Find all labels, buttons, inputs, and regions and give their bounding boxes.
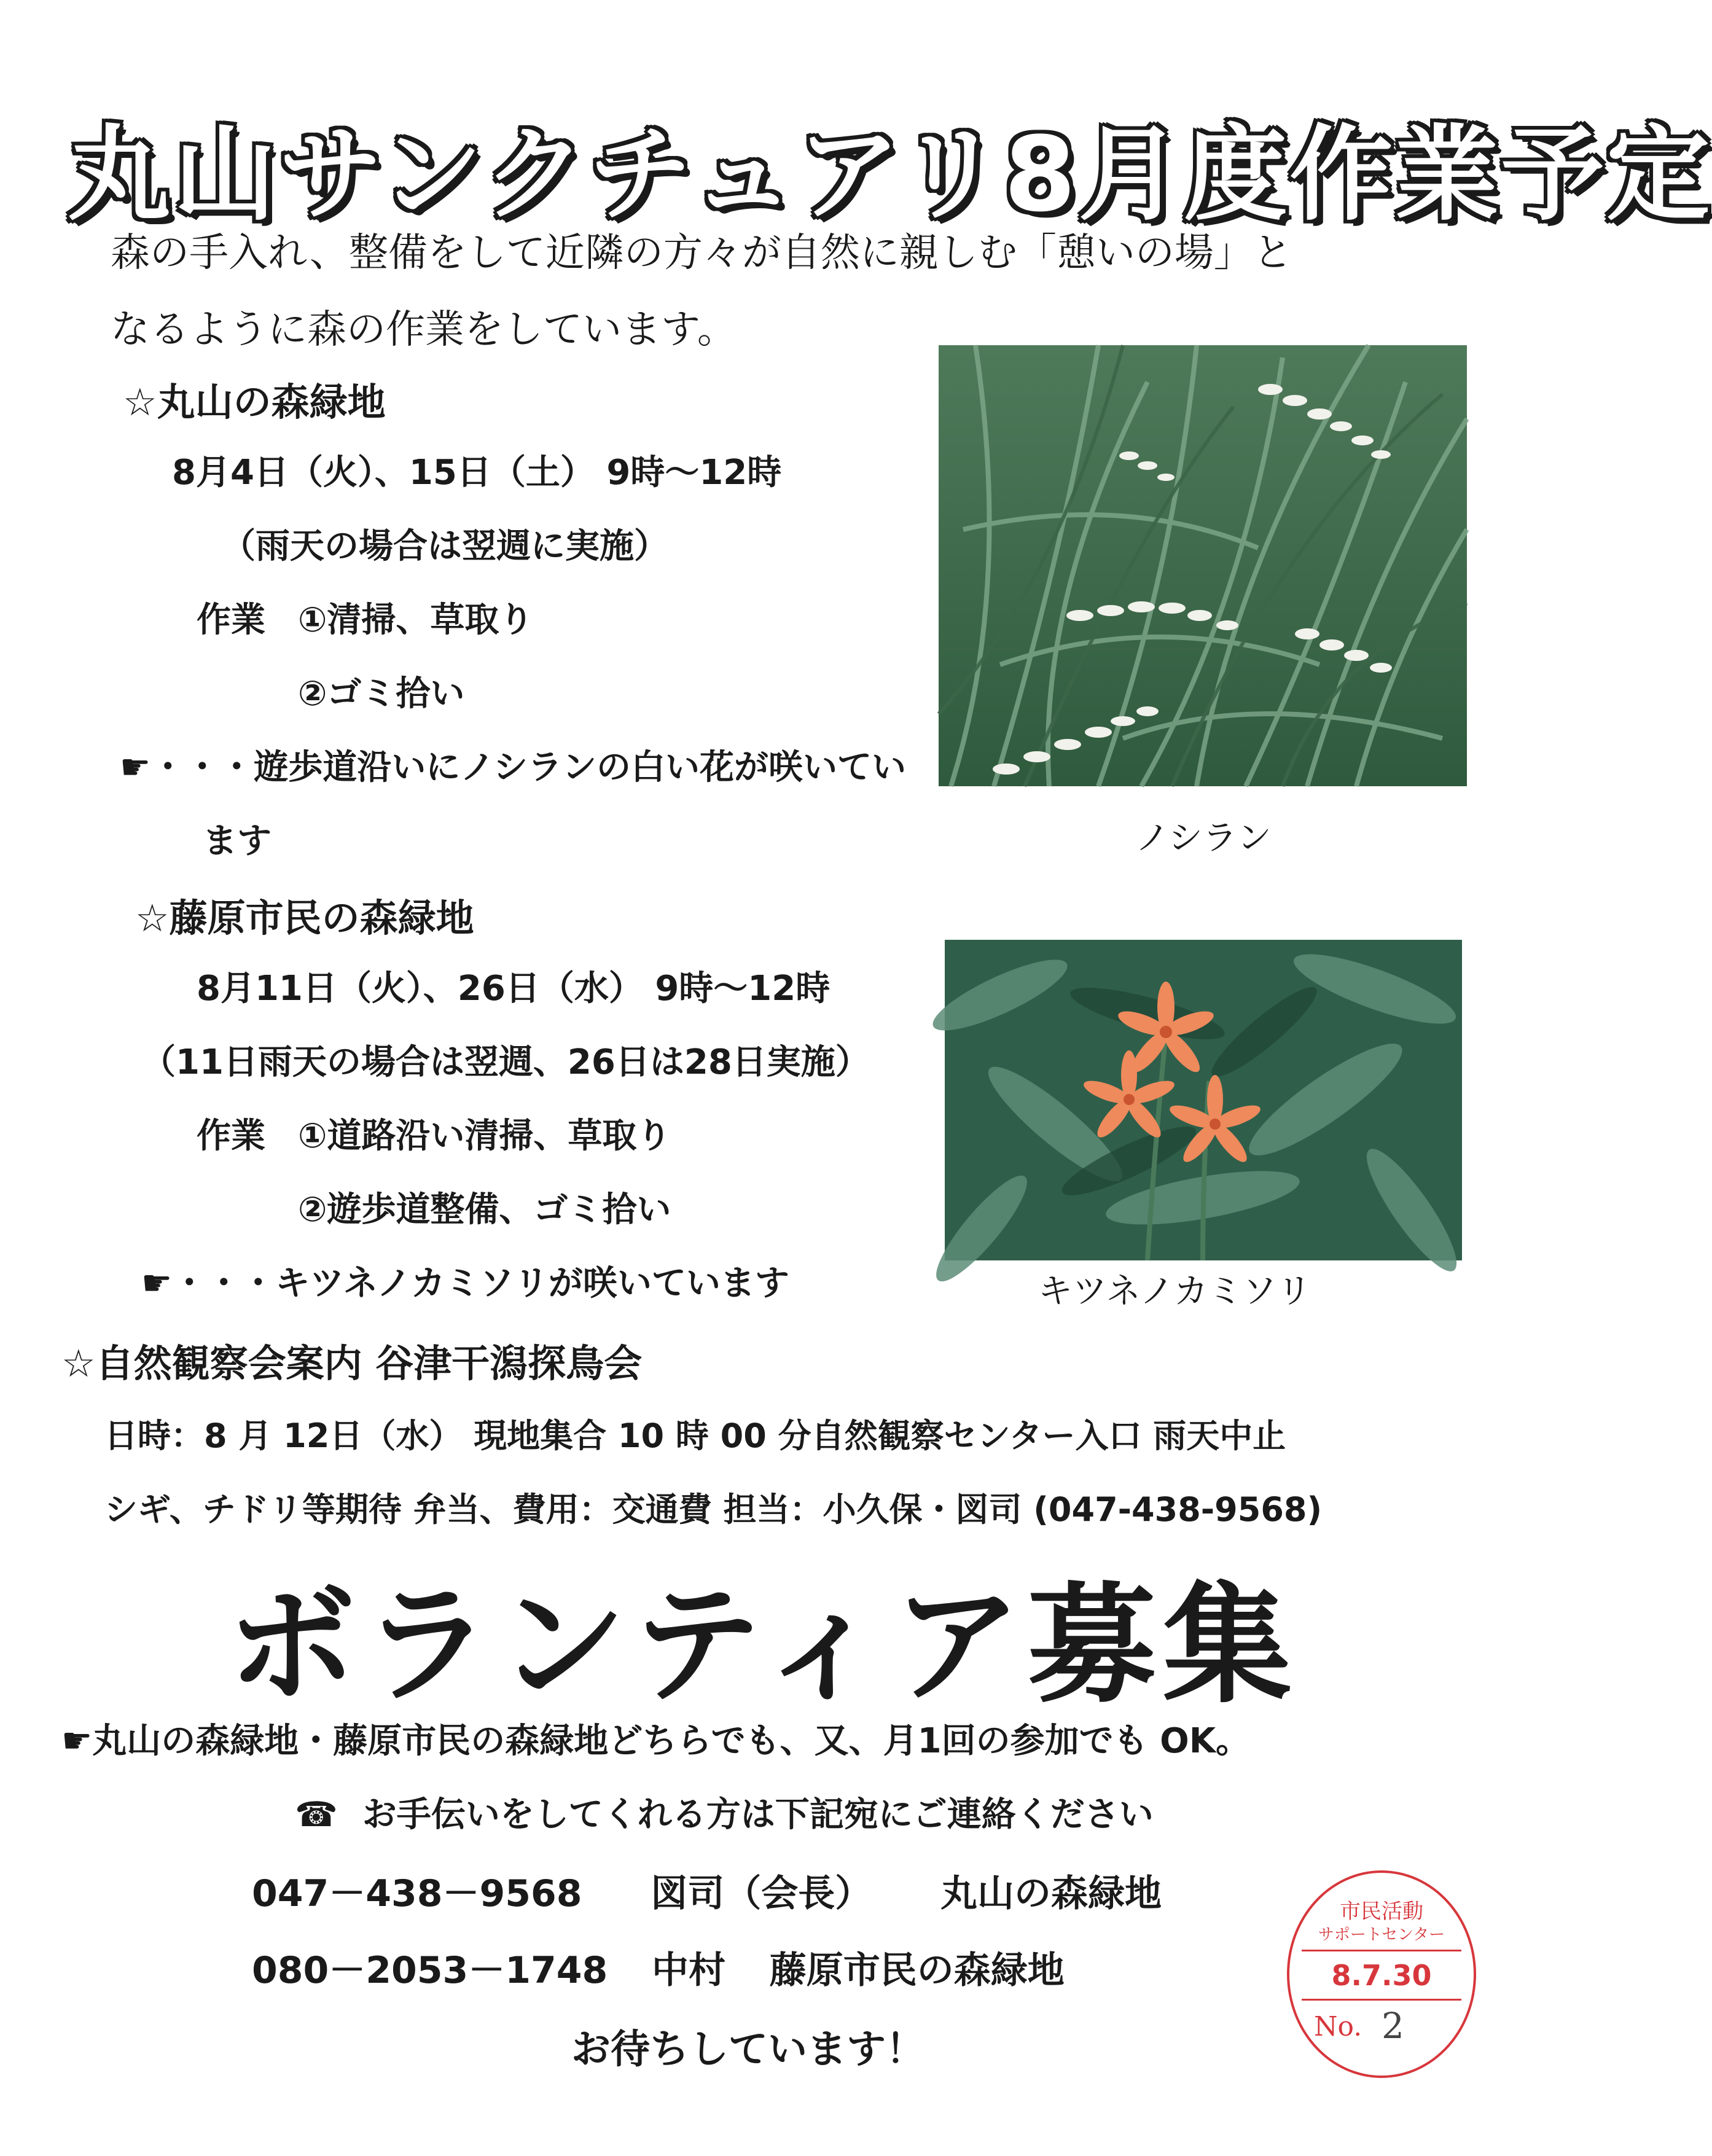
contact-phone: 047－438－9568: [252, 1872, 582, 1915]
maruyama-rain-note: （雨天の場合は翌週に実施）: [221, 526, 668, 566]
observation-line-2: シギ、チドリ等期待 弁当、費用：交通費 担当：小久保・図司 (047-438-9568): [104, 1490, 1323, 1529]
pointing-hand-icon: ☛: [141, 1264, 173, 1303]
pointing-hand-icon: ☛: [120, 748, 151, 787]
maruyama-note-line-1: ・・・遊歩道沿いにノシランの白い花が咲いてい: [150, 748, 906, 787]
stamp-number: 2: [1382, 2005, 1404, 2047]
kitsunenokamisori-caption: キツネノカミソリ: [1038, 1271, 1311, 1311]
pointing-hand-icon: ☛: [61, 1721, 93, 1761]
closing-message: お待ちしています！: [571, 2027, 925, 2072]
maruyama-work-1: ①清掃、草取り: [298, 600, 534, 640]
stamp-number-label: No.: [1314, 2011, 1362, 2042]
noshiran-caption: ノシラン: [1135, 818, 1272, 858]
contact-row: [252, 1864, 1162, 1917]
kitsunenokamisori-photo: [945, 940, 1462, 1260]
contact-row: [252, 1941, 1065, 1994]
stamp-line-1: 市民活動: [1340, 1899, 1423, 1924]
received-stamp: [1287, 1870, 1476, 2078]
fujiwara-work-2: ②遊歩道整備、ゴミ拾い: [298, 1190, 671, 1230]
observation-line-1: 日時：8 月 12日（水） 現地集合 10 時 00 分自然観察センター入口 雨天中止: [104, 1416, 1286, 1455]
maruyama-work-2: ②ゴミ拾い: [298, 674, 465, 714]
noshiran-photo: [939, 345, 1467, 786]
fujiwara-rain-note: （11日雨天の場合は翌週、26日は28日実施）: [141, 1042, 870, 1082]
contact-name: 中村: [652, 1949, 726, 1992]
volunteer-request: お手伝いをしてくれる方は下記宛にご連絡ください: [362, 1795, 1154, 1835]
stamp-line-2: サポートセンター: [1318, 1926, 1445, 1944]
maruyama-dates: 8月4日（火）、15日（土） 9時〜12時: [172, 453, 782, 493]
stamp-date: 8.7.30: [1331, 1959, 1432, 1992]
fujiwara-heading: ☆藤原市民の森緑地: [135, 896, 474, 940]
fujiwara-note: ・・・キツネノカミソリが咲いています: [172, 1264, 789, 1303]
contact-name: 図司（会長）: [651, 1872, 872, 1915]
contact-place: 丸山の森緑地: [940, 1872, 1162, 1915]
fujiwara-work-1: ①道路沿い清掃、草取り: [298, 1116, 671, 1156]
observation-heading: ☆自然観察会案内 谷津干潟探鳥会: [61, 1341, 643, 1386]
maruyama-work-label: 作業: [197, 600, 265, 640]
telephone-icon: ☎: [295, 1795, 338, 1835]
volunteer-note: 丸山の森緑地・藤原市民の森緑地どちらでも、又、月1回の参加でも OK。: [92, 1721, 1251, 1761]
fujiwara-dates: 8月11日（火）、26日（水） 9時〜12時: [197, 969, 831, 1009]
maruyama-note-line-2: ます: [203, 821, 272, 861]
contact-place: 藤原市民の森緑地: [769, 1949, 1065, 1992]
page-title: 丸山サンクチュアリ8月度作業予定: [68, 114, 1712, 235]
intro-line-2: なるように森の作業をしています。: [111, 307, 737, 353]
volunteer-heading: ボランティア募集: [227, 1570, 1298, 1721]
intro-line-1: 森の手入れ、整備をして近隣の方々が自然に親しむ「憩いの場」と: [111, 230, 1292, 276]
contact-phone: 080－2053－1748: [252, 1949, 608, 1992]
fujiwara-work-label: 作業: [197, 1116, 265, 1156]
maruyama-heading: ☆丸山の森緑地: [123, 380, 386, 424]
